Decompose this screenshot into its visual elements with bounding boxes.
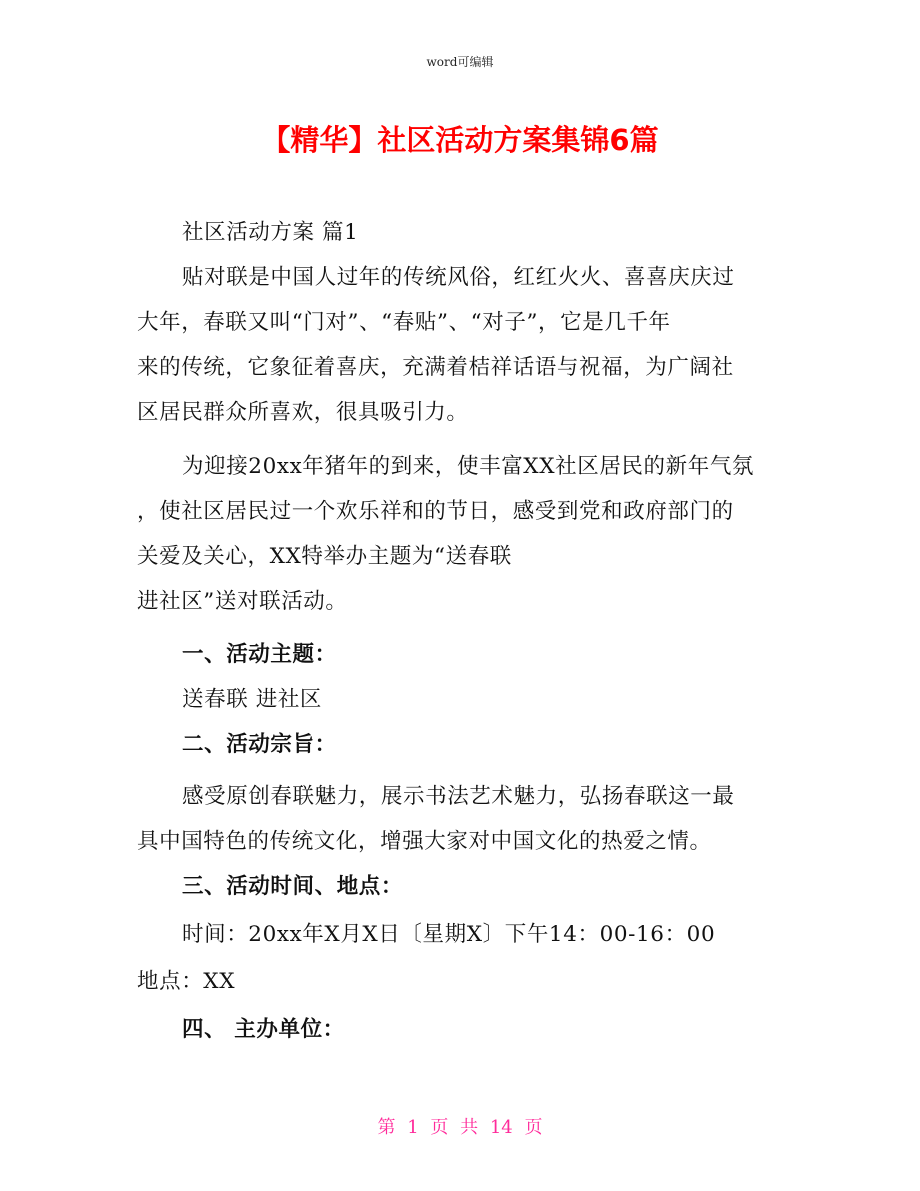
paragraph-line: 感受原创春联魅力，展示书法艺术魅力，弘扬春联这一最 <box>182 784 735 809</box>
paragraph-line: 送春联 进社区 <box>182 687 323 712</box>
subheading-theme: 一、活动主题： <box>182 642 337 667</box>
paragraph-line: 具中国特色的传统文化，增强大家对中国文化的热爱之情。 <box>137 829 712 854</box>
section-heading: 社区活动方案 篇1 <box>182 220 359 245</box>
page-number: 第 1 页 共 14 页 <box>377 1117 543 1138</box>
subheading-organizer: 四、 主办单位： <box>182 1017 345 1042</box>
subheading-purpose: 二、活动宗旨： <box>182 732 337 757</box>
paragraph-line: 大年，春联又叫“门对”、“春贴”、“对子”，它是几千年 <box>137 310 671 335</box>
paragraph-line: 时间：20xx年X月X日〔星期X〕下午14：00-16：00 <box>182 922 716 947</box>
paragraph-line: 为迎接20xx年猪年的到来，使丰富XX社区居民的新年气氛 <box>182 454 755 479</box>
paragraph-line: 区居民群众所喜欢，很具吸引力。 <box>137 400 469 425</box>
paragraph-line: 来的传统，它象征着喜庆，充满着桔祥话语与祝福，为广阔社 <box>137 355 734 380</box>
paragraph-line: 贴对联是中国人过年的传统风俗，红红火火、喜喜庆庆过 <box>182 265 735 290</box>
header-note: word可编辑 <box>426 55 494 69</box>
paragraph-line: 关爱及关心，XX特举办主题为“送春联 <box>137 544 512 569</box>
paragraph-line: 进社区”送对联活动。 <box>137 589 348 614</box>
paragraph-line: 地点：XX <box>137 969 236 994</box>
document-title: 【精华】社区活动方案集锦6篇 <box>261 123 659 157</box>
paragraph-line: ，使社区居民过一个欢乐祥和的节日，感受到党和政府部门的 <box>137 499 734 524</box>
subheading-time-place: 三、活动时间、地点： <box>182 874 404 899</box>
